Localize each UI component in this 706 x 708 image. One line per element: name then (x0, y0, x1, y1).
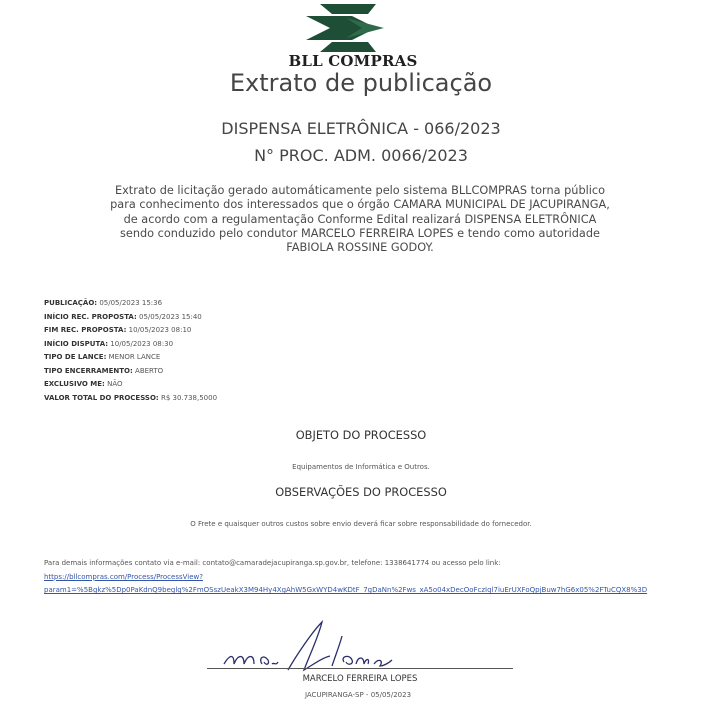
detail-label: FIM REC. PROPOSTA: (44, 326, 127, 334)
objeto-text: Equipamentos de Informática e Outros. (292, 463, 430, 471)
process-link-params[interactable]: param1=%5Bgkz%5Dp0PaKdnQ9beglg%2FmOSszUeakX3M94Hy4XgAhW5GxWYD4wKDtF_7gDaNn%2Fws_xA5o04xDecOoFczIql7iuErUXFoQpjBuw7hG6x05%2FTuCQX8%3D (44, 586, 648, 594)
detail-value: 05/05/2023 15:40 (139, 312, 202, 321)
detail-value: 05/05/2023 15:36 (99, 299, 163, 307)
detail-row (44, 297, 217, 311)
signature-icon (218, 620, 398, 678)
detail-label: INÍCIO REC. PROPOSTA: (44, 312, 137, 321)
detail-row (44, 365, 217, 379)
detail-value: NÃO (107, 380, 123, 388)
detail-value: R$ 30.738,5000 (160, 393, 218, 402)
detail-value: 10/05/2023 08:30 (110, 339, 174, 348)
observacoes-heading: OBSERVAÇÕES DO PROCESSO (275, 485, 447, 499)
intro-paragraph: Extrato de licitação gerado automáticamente pelo sistema BLLCOMPRAS torna público para conhecimento dos interessados que o órgão CAMARA MUNICIPAL DE JACUPIRANGA, de acordo com a regulamentação Conforme Edital realizará DISPENSA ELETRÔNICA sendo conduzido pelo condutor MARCELO FERREIRA LOPES e tendo como autoridade FABIOLA ROSSINE GODOY. (110, 184, 610, 255)
contact-block (44, 557, 647, 598)
detail-row (44, 338, 217, 352)
detail-label: VALOR TOTAL DO PROCESSO: (44, 393, 159, 402)
dispensa-number: DISPENSA ELETRÔNICA - 066/2023 (221, 119, 501, 138)
detail-value: MENOR LANCE (108, 353, 161, 361)
signature-line (207, 668, 513, 669)
detail-row (44, 392, 217, 406)
observacoes-text: O Frete e quaisquer outros custos sobre envio deverá ficar sobre responsabilidade do fornecedor. (190, 520, 532, 528)
objeto-heading: OBJETO DO PROCESSO (295, 428, 427, 442)
process-link[interactable]: https://bllcompras.com/Process/ProcessView? (44, 572, 203, 581)
detail-row (44, 351, 217, 365)
detail-row (44, 324, 217, 338)
signer-name: MARCELO FERREIRA LOPES (302, 674, 418, 684)
page-title: Extrato de publicação (229, 69, 493, 97)
process-number: N° PROC. ADM. 0066/2023 (254, 146, 468, 165)
detail-row (44, 311, 217, 325)
detail-label: PUBLICAÇÃO: (44, 299, 98, 307)
detail-value: ABERTO (135, 366, 164, 375)
detail-label: INÍCIO DISPUTA: (44, 339, 109, 348)
brand-name: BLL COMPRAS (288, 52, 418, 70)
process-details (44, 297, 217, 405)
detail-value: 10/05/2023 08:10 (128, 326, 192, 334)
detail-row (44, 378, 217, 392)
detail-label: EXCLUSIVO ME: (44, 380, 105, 388)
bll-compras-logo-icon (306, 4, 388, 54)
detail-label: TIPO ENCERRAMENTO: (44, 366, 133, 375)
signature-place-date: JACUPIRANGA-SP - 05/05/2023 (304, 691, 412, 699)
detail-label: TIPO DE LANCE: (44, 353, 107, 361)
contact-text: Para demais informações contato via e-mail: contato@camaradejacupiranga.sp.gov.br, telefone: 1338641774 ou acesso pelo link: (44, 559, 501, 567)
